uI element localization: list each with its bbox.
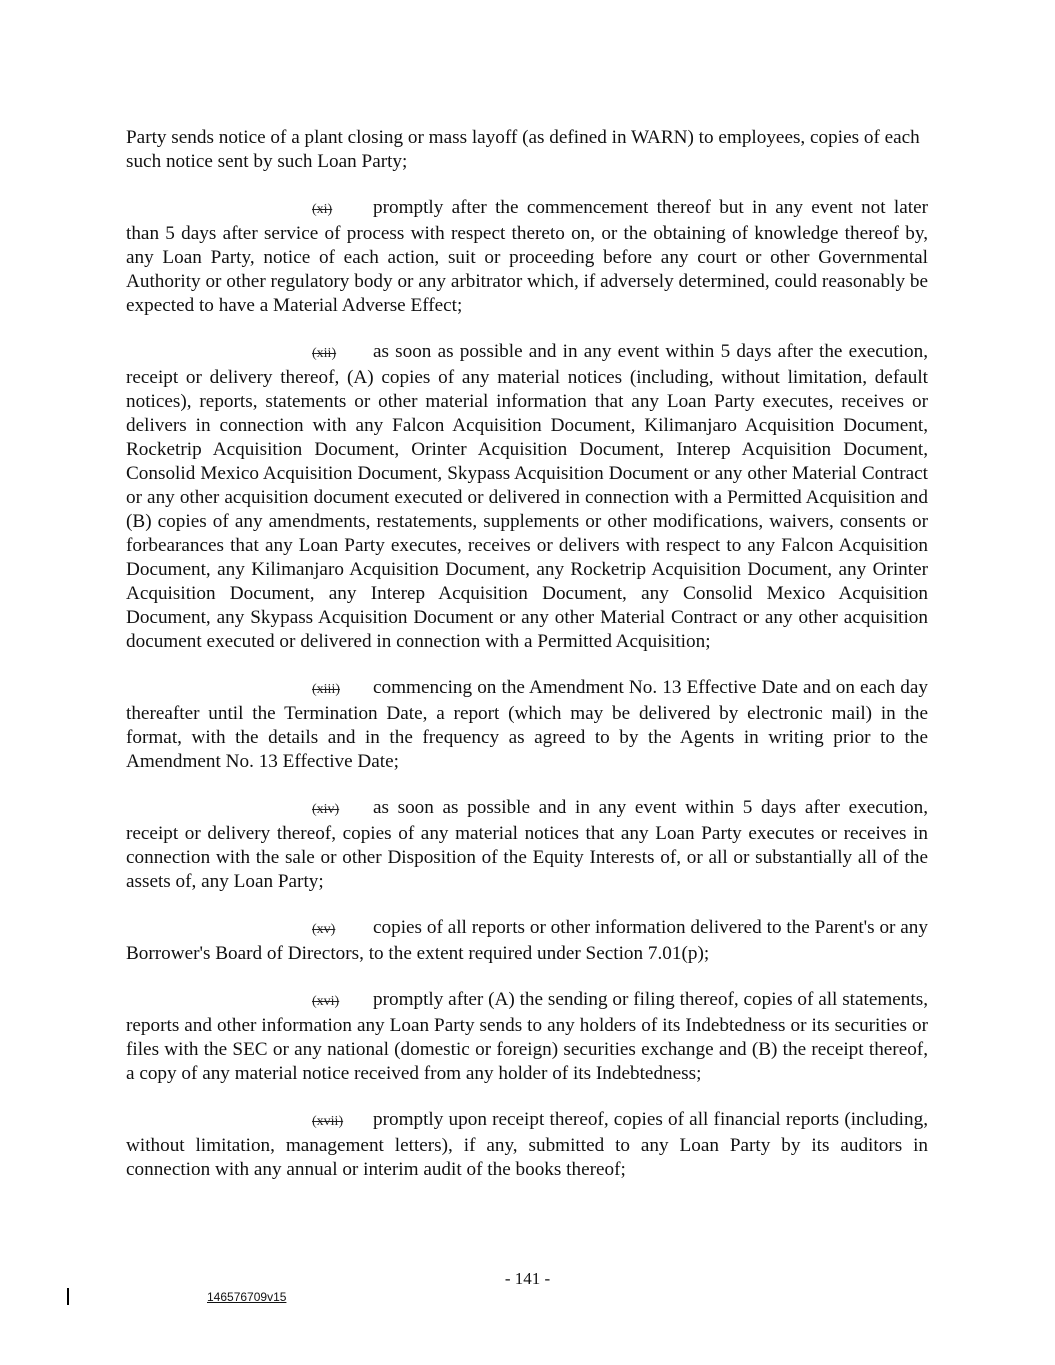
clause-xi — [126, 196, 928, 318]
clause-text: promptly upon receipt thereof, copies of all financial reports (including, without limitation, management letters), if any, submitted to any Loan Party by its auditors in connection with any annual or interim audit of the books thereof; — [126, 1109, 928, 1180]
clause-xvii — [126, 1108, 928, 1182]
clause-text: as soon as possible and in any event within 5 days after the execution, receipt or delivery thereof, (A) copies of any material notices (including, without limitation, default notices), reports, statements or other material information that any Loan Party executes, receives or delivers in connection with any Falcon Acquisition Document, Kilimanjaro Acquisition Document, Rocketrip Acquisition Document, Orinter Acquisition Document, Interep Acquisition Document, Consolid Mexico Acquisition Document, Skypass Acquisition Document or any other Material Contract or any other acquisition document executed or delivered in connection with a Permitted Acquisition and (B) copies of any amendments, restatements, supplements or other modifications, waivers, consents or forbearances that any Loan Party executes, receives or delivers with respect to any Falcon Acquisition Document, any Kilimanjaro Acquisition Document, any Rocketrip Acquisition Document, any Orinter Acquisition Document, any Interep Acquisition Document, any Consolid Mexico Acquisition Document, any Skypass Acquisition Document or any other Material Contract or any other acquisition document executed or delivered in connection with a Permitted Acquisition; — [126, 341, 928, 652]
clause-xvi — [126, 988, 928, 1086]
clause-enumerator: (xiv) — [312, 802, 340, 817]
clause-text: commencing on the Amendment No. 13 Effective Date and on each day thereafter until the Termination Date, a report (which may be delivered by electronic mail) in the format, with the details and in the frequency as agreed to by the Agents in writing prior to the Amendment No. 13 Effective Date; — [126, 677, 928, 772]
continuation-paragraph: Party sends notice of a plant closing or mass layoff (as defined in WARN) to employees, copies of each such notice sent by such Loan Party; — [126, 127, 920, 172]
revision-change-bar — [67, 1288, 69, 1305]
clause-xv — [126, 916, 928, 966]
document-id: 146576709v15 — [207, 1290, 287, 1304]
clause-text: promptly after the commencement thereof but in any event not later than 5 days after service of process with respect thereto on, or the obtaining of knowledge thereof by, any Loan Party, notice of each action, suit or proceeding before any court or other Governmental Authority or other regulatory body or any arbitrator which, if adversely determined, could reasonably be expected to have a Material Adverse Effect; — [126, 197, 928, 316]
clause-enumerator: (xvii) — [312, 1114, 344, 1129]
clause-enumerator: (xvi) — [312, 994, 340, 1009]
clause-text: promptly after (A) the sending or filing thereof, copies of all statements, reports and other information any Loan Party sends to any holders of its Indebtedness or its securities or files with the SEC or any national (domestic or foreign) securities exchange and (B) the receipt thereof, a copy of any material notice received from any holder of its Indebtedness; — [126, 989, 928, 1084]
clause-text: copies of all reports or other information delivered to the Parent's or any Borrower's Board of Directors, to the extent required under Section 7.01(p); — [126, 917, 928, 964]
page-number: - 141 - — [504, 1269, 551, 1288]
clause-xiv — [126, 796, 928, 894]
clause-xii — [126, 340, 928, 654]
clause-xiii — [126, 676, 928, 774]
document-body — [126, 126, 928, 1204]
clause-enumerator: (xiii) — [312, 682, 340, 697]
clause-enumerator: (xii) — [312, 346, 337, 361]
clause-enumerator: (xv) — [312, 922, 336, 937]
clause-enumerator: (xi) — [312, 202, 333, 217]
clause-text: as soon as possible and in any event within 5 days after execution, receipt or delivery thereof, copies of any material notices that any Loan Party executes or receives in connection with the sale or other Disposition of the Equity Interests of, or all or substantially all of the assets of, any Loan Party; — [126, 797, 928, 892]
